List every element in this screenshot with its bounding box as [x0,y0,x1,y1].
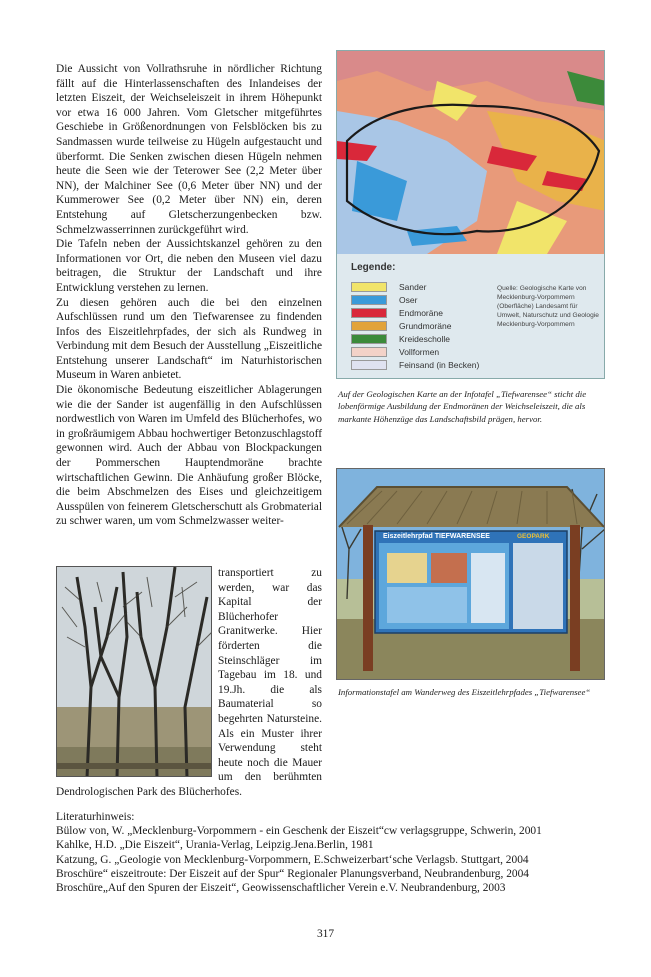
legend-item: Vollformen [351,347,439,357]
legend-item: Oser [351,295,417,305]
legend-swatch [351,282,387,292]
legend-item: Kreidescholle [351,334,450,344]
board-title: Eiszeitlehrpfad TIEFWARENSEE [383,533,490,540]
continuation-block [56,566,322,800]
legend-item: Grundmoräne [351,321,451,331]
references-heading: Literaturhinweis: [56,811,135,823]
main-text-column [56,62,322,529]
map-source: Quelle: Geologische Karte von Mecklenburg-Vorpommern (Oberfläche) Landesamt für Umwelt, Naturschutz und Geologie Mecklenburg-Vorpommern [497,285,599,328]
geological-map [337,51,605,254]
map-legend [337,254,605,379]
legend-item: Sander [351,282,426,292]
reference-item: Katzung, G. „Geologie von Mecklenburg-Vorpommern, E.Schweizerbart‘sche Verlagsb. Stuttgart, 2004 [56,853,529,866]
geological-map-photo [336,50,605,379]
info-board-illustration [337,469,605,680]
reference-item: Bülow von, W. „Mecklenburg-Vorpommern - ein Geschenk der Eiszeit“cw verlagsgruppe, Schwerin, 2001 [56,825,542,838]
reference-item: Broschüre„Auf den Spuren der Eiszeit“, Geowissenschaftlicher Verein e.V. Neubrandenburg, 2003 [56,882,506,895]
reference-item: Broschüre“ eiszeitroute: Der Eiszeit auf der Spur“ Regionaler Planungsverband, Neubrandenburg, 2004 [56,867,529,880]
legend-swatch [351,308,387,318]
legend-swatch [351,334,387,344]
info-board-caption: Informationstafel am Wanderweg des Eiszeitlehrpfades „Tiefwarensee“ [338,687,591,697]
legend-item: Endmoräne [351,308,443,318]
map-caption: Auf der Geologischen Karte an der Infotafel „Tiefwarensee“ sticht die lobenförmige Ausbildung der Endmoränen der Weichseleiszeit, die als markante Höhenzüge das Landschaftsbild prägen, hervor. [338,389,587,424]
legend-swatch [351,321,387,331]
page-number: 317 [316,928,335,940]
trees-illustration [57,567,212,777]
paragraph: Zu diesen gehören auch die bei den einzelnen Aufschlüssen rund um den Tiefwarensee zu findenden Infos des Eiszeitlehrpfades, der sich als Rundweg in Verbindung mit dem Besuch der Ausstellung „Eiszeitliche Entstehung unserer Landschaft“ im Naturhistorischen Museum in Waren anbietet. [56,296,322,382]
geopark-logo-text: GEOPARK [517,533,550,540]
info-board-photo [336,468,605,680]
references [56,810,616,895]
paragraph: Die ökonomische Bedeutung eiszeitlicher Ablagerungen wie die der Sander ist augenfällig in den Aufschlüssen nordwestlich von Waren im Umfeld des Blücherhofes, wo in großräumigem Abbau hochwertiger Betonzuschlagstoff gewonnen wird. Auch der Abbau von Blockpackungen der Pommerschen Hauptendmoräne brachte wirtschaftlichen Gewinn. Die Anhäufung großer Blöcke, die beim Abschmelzen des Eises und gleichzeitigem Ausspülen von feinerem Gletscherschutt als Grobmaterial zu schwer waren, um vom Schmelzwasser weiter- [56,384,322,528]
legend-swatch [351,295,387,305]
legend-swatch [351,347,387,357]
legend-item: Feinsand (in Becken) [351,360,479,370]
paragraph: Die Tafeln neben der Aussichtskanzel gehören zu den Informationen vor Ort, die neben den Museen viel dazu beitragen, die Struktur der Landschaft und ihre Entwicklung verstehen zu lernen. [56,238,322,294]
paragraph: Die Aussicht von Vollrathsruhe in nördlicher Richtung fällt auf die Hinterlassenschaften des Inlandeises der letzten Eiszeit, der Weichseleiszeit in ihrem Höhepunkt vor etwa 16 000 Jahren. Vom Gletscher mitgeführtes Geschiebe in Größenordnungen von Felsblöcken bis zu Sandmassen wurde teilweise zu Hügeln aufgestaucht und überformt. Die Senken zwischen diesen Hügeln nehmen heute die Seen wie der Teterower See (2,2 Meter über NN), der Malchiner See (0,6 Meter über NN) und der Kummerower See (0,2 Meter über NN) ein, deren Entstehung auf Gletscherzungenbecken bzw. Schmelzwasserrinnen zurückgeführt wird. [56,63,322,236]
reference-item: Kahlke, H.D. „Die Eiszeit“, Urania-Verlag, Leipzig.Jena.Berlin, 1981 [56,839,374,852]
legend-title: Legende: [351,262,396,273]
legend-swatch [351,360,387,370]
continuation-paragraph: transportiert zu werden, war das Kapital der Blücherhofer Granitwerke. Hier förderten die Steinschläger im Tagebau im 18. und 19.Jh. die als Baumaterial so begehrten Natursteine. Als ein Muster ihrer Verwendung steht heute noch die Mauer um den berühmten Dendrologischen Park des Blücherhofes. [56,567,322,798]
trees-photo [56,566,212,777]
